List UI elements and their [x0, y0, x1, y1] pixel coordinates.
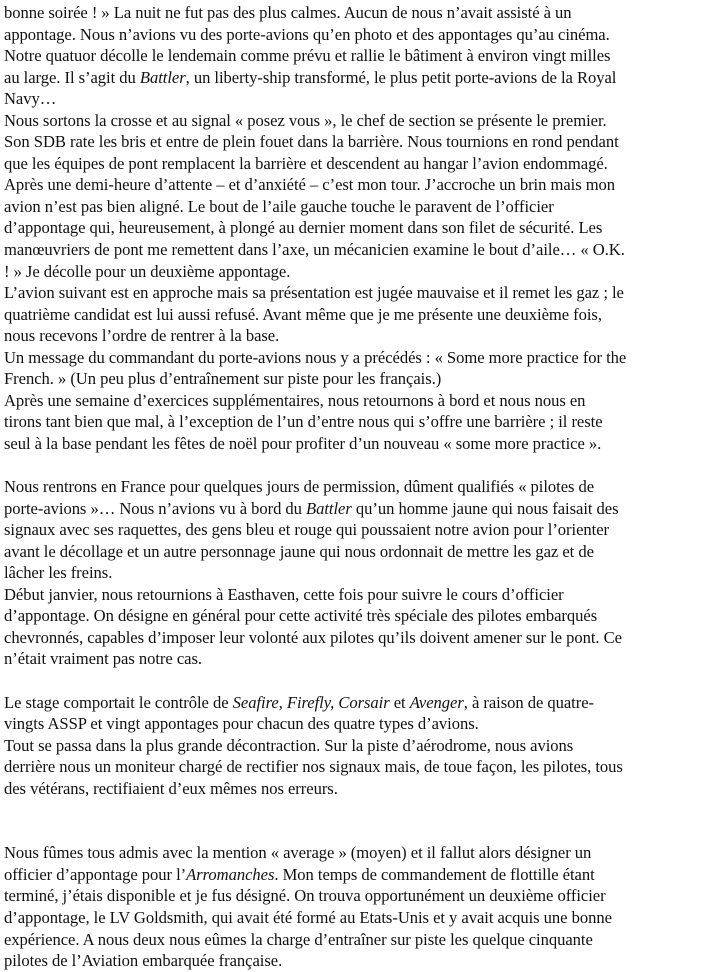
text-segment: au large. Il s’agit du — [4, 67, 140, 87]
text-line — [4, 217, 712, 239]
text-line — [4, 131, 712, 153]
text-segment: terminé, j’étais disponible et je fus désigné. On trouva opportunément un deuxième officier — [4, 886, 606, 906]
text-segment: et — [389, 692, 410, 712]
text-segment: que les équipes de pont remplacent la barrière et descendent au hangar l’avion endommagé. — [4, 153, 608, 173]
text-segment: derrière nous un moniteur chargé de rectifier nos signaux mais, de toue façon, les pilotes, tous — [4, 757, 623, 777]
italic-text-segment: Battler — [306, 498, 352, 518]
italic-text-segment: Seafire, Firefly, Corsair — [232, 692, 390, 712]
text-segment: ! » Je décolle pour un deuxième appontage. — [4, 261, 291, 281]
text-segment: Un message du commandant du porte-avions nous y a précédés : « Some more practice for the — [4, 347, 627, 367]
text-segment: quatrième candidat est lui aussi refusé. Avant même que je me présente une deuxième fois, — [4, 304, 602, 324]
text-segment: Début janvier, nous retournions à Easthaven, cette fois pour suivre le cours d’officier — [4, 584, 564, 604]
text-segment: appontage. Nous n’avions vu des porte-avions qu’en photo et des appontages qu’au cinéma. — [4, 24, 610, 44]
document-page — [4, 2, 712, 972]
text-segment: seul à la base pendant les fêtes de noël pour profiter d’un nouveau « some more practice ». — [4, 433, 602, 453]
text-segment: tirons tant bien que mal, à l’exception de l’un d’entre nous qui s’offre une barrière ; il reste — [4, 412, 603, 432]
text-line — [4, 411, 712, 433]
text-line — [4, 842, 712, 864]
text-line — [4, 907, 712, 929]
text-segment: d’appontage qui, heureusement, à plongé au dernier moment dans son filet de sécurité. Les — [4, 218, 603, 238]
text-segment: , un liberty-ship transformé, le plus petit porte-avions de la Royal — [185, 67, 617, 87]
text-segment: , à raison de quatre- — [463, 692, 595, 712]
text-line — [4, 692, 712, 714]
text-line — [4, 885, 712, 907]
text-line — [4, 239, 712, 261]
text-line — [4, 562, 712, 584]
text-segment: avant le décollage et un autre personnage jaune qui nous ordonnait de mettre les gaz et de — [4, 541, 594, 561]
text-segment: Navy… — [4, 89, 57, 109]
text-segment: porte-avions »… Nous n’avions vu à bord du — [4, 498, 307, 518]
text-line — [4, 433, 712, 455]
text-segment: nous recevons l’ordre de rentrer à la base. — [4, 326, 280, 346]
text-segment: French. » (Un peu plus d’entraînement sur piste pour les français.) — [4, 369, 442, 389]
text-segment: des vétérans, rectifiaient d’eux mêmes nos erreurs. — [4, 778, 338, 798]
text-line — [4, 541, 712, 563]
text-line — [4, 735, 712, 757]
text-line — [4, 756, 712, 778]
text-line — [4, 605, 712, 627]
text-line — [4, 174, 712, 196]
italic-text-segment: Avenger — [409, 692, 464, 712]
text-segment: Après une demi-heure d’attente – et d’anxiété – c’est mon tour. J’accroche un brin mais mon — [4, 175, 616, 195]
text-segment: chevronnés, capables d’imposer leur volonté aux pilotes qu’ils doivent amener sur le pont. Ce — [4, 627, 622, 647]
text-line — [4, 261, 712, 283]
text-line — [4, 67, 712, 89]
text-line — [4, 519, 712, 541]
text-line — [4, 45, 712, 67]
text-segment: vingts ASSP et vingt appontages pour chacun des quatre types d’avions. — [4, 714, 479, 734]
text-segment: d’appontage. On désigne en général pour cette activité très spéciale des pilotes embarqués — [4, 606, 598, 626]
blank-line — [4, 821, 712, 843]
text-segment: n’était vraiment pas notre cas. — [4, 649, 202, 669]
text-line — [4, 325, 712, 347]
text-line — [4, 627, 712, 649]
text-segment: d’appontage, le LV Goldsmith, qui avait été formé au Etats-Unis et y avait acquis une bonne — [4, 907, 612, 927]
text-segment: Nous sortons la crosse et au signal « posez vous », le chef de section se présente le premier. — [4, 110, 607, 130]
text-line — [4, 648, 712, 670]
text-segment: pilotes de l’Aviation embarquée française. — [4, 951, 283, 971]
text-line — [4, 929, 712, 951]
text-segment: Nous fûmes tous admis avec la mention « average » (moyen) et il fallut alors désigner un — [4, 843, 592, 863]
text-line — [4, 304, 712, 326]
blank-line — [4, 454, 712, 476]
text-segment: Nous rentrons en France pour quelques jours de permission, dûment qualifiés « pilotes de — [4, 477, 595, 497]
text-line — [4, 88, 712, 110]
text-segment: Le stage comportait le contrôle de — [4, 692, 233, 712]
text-segment: Notre quatuor décolle le lendemain comme prévu et rallie le bâtiment à environ vingt milles — [4, 46, 611, 66]
text-line — [4, 368, 712, 390]
text-segment: expérience. A nous deux nous eûmes la charge d’entraîner sur piste les quelque cinquante — [4, 929, 593, 949]
text-segment: signaux avec ses raquettes, des gens bleu et rouge qui poussaient notre avion pour l’orienter — [4, 520, 609, 540]
text-line — [4, 584, 712, 606]
text-segment: Son SDB rate les bris et entre de plein fouet dans la barrière. Nous tournions en rond pendant — [4, 132, 619, 152]
text-line — [4, 110, 712, 132]
text-line — [4, 713, 712, 735]
text-segment: officier d’appontage pour l’ — [4, 864, 187, 884]
text-line — [4, 778, 712, 800]
text-segment: Après une semaine d’exercices supplémentaires, nous retournons à bord et nous nous en — [4, 390, 586, 410]
text-line — [4, 282, 712, 304]
text-segment: bonne soirée ! » La nuit ne fut pas des plus calmes. Aucun de nous n’avait assisté à un — [4, 3, 572, 22]
text-line — [4, 153, 712, 175]
text-line — [4, 24, 712, 46]
text-segment: manœuvriers de pont me remettent dans l’axe, un mécanicien examine le bout d’aile… « O.K. — [4, 240, 625, 260]
text-line — [4, 476, 712, 498]
text-line — [4, 498, 712, 520]
blank-line — [4, 670, 712, 692]
text-line — [4, 347, 712, 369]
text-line — [4, 196, 712, 218]
text-line — [4, 2, 712, 24]
text-line — [4, 950, 712, 972]
text-segment: Tout se passa dans la plus grande décontraction. Sur la piste d’aérodrome, nous avions — [4, 735, 574, 755]
text-segment: avion n’est pas bien aligné. Le bout de l’aile gauche touche le paravent de l’officier — [4, 196, 554, 216]
text-line — [4, 390, 712, 412]
text-segment: L’avion suivant est en approche mais sa présentation est jugée mauvaise et il remet les gaz ; le — [4, 283, 624, 303]
blank-line — [4, 799, 712, 821]
text-segment: . Mon temps de commandement de flottille étant — [274, 864, 595, 884]
italic-text-segment: Arromanches — [186, 864, 275, 884]
text-segment: qu’un homme jaune qui nous faisait des — [351, 498, 619, 518]
italic-text-segment: Battler — [139, 67, 186, 87]
text-line — [4, 864, 712, 886]
text-segment: lâcher les freins. — [4, 563, 113, 583]
